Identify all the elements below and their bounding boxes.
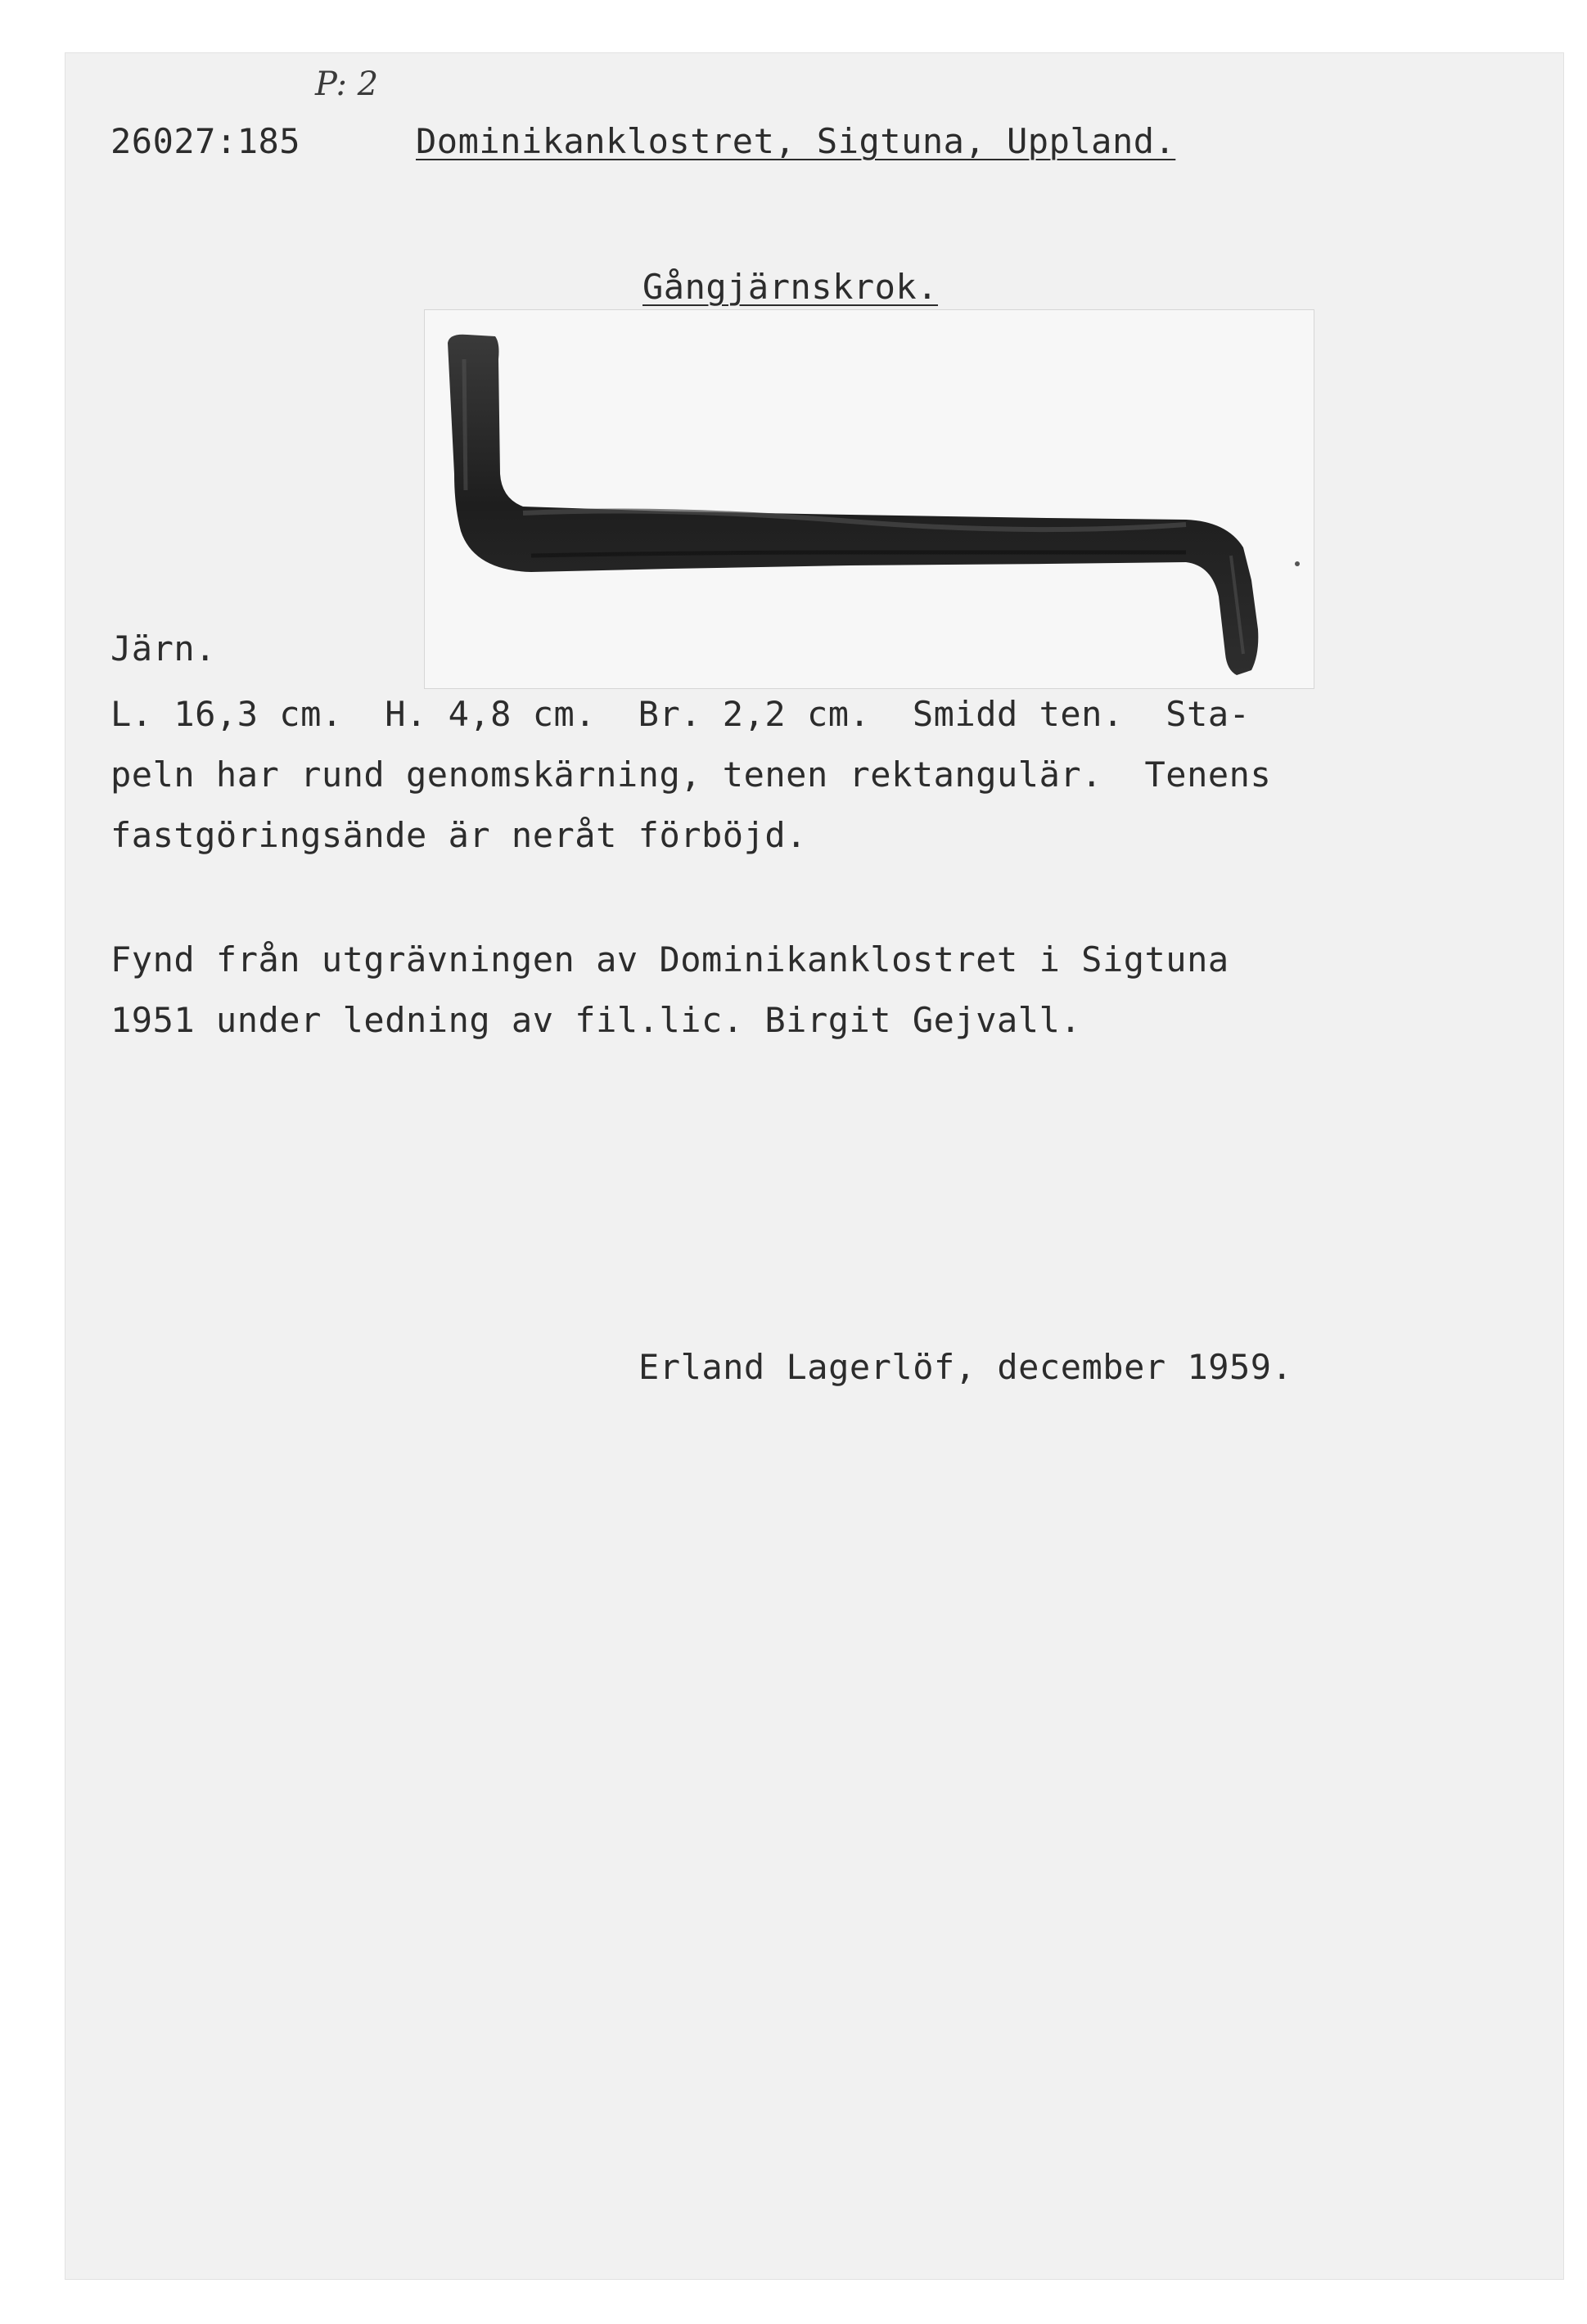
object-title: Gångjärnskrok. — [642, 267, 939, 307]
handwritten-note: P: 2 — [315, 65, 379, 103]
find-line-1: Fynd från utgrävningen av Dominikanklostret i Sigtuna — [110, 939, 1229, 980]
description-line-2: peln har rund genomskärning, tenen rektangulär. Tenens — [110, 754, 1272, 795]
site-heading: Dominikanklostret, Sigtuna, Uppland. — [416, 121, 1176, 161]
catalog-number: 26027:185 — [110, 121, 301, 161]
material: Järn. — [110, 628, 216, 669]
signature: Erland Lagerlöf, december 1959. — [638, 1347, 1293, 1387]
description-line-1: L. 16,3 cm. H. 4,8 cm. Br. 2,2 cm. Smidd ten. Sta- — [110, 694, 1251, 734]
description-line-3: fastgöringsände är neråt förböjd. — [110, 815, 807, 855]
iron-hinge-hook-photo-icon — [425, 310, 1314, 688]
find-line-2: 1951 under ledning av fil.lic. Birgit Gejvall. — [110, 1000, 1082, 1040]
object-photo — [424, 309, 1314, 689]
